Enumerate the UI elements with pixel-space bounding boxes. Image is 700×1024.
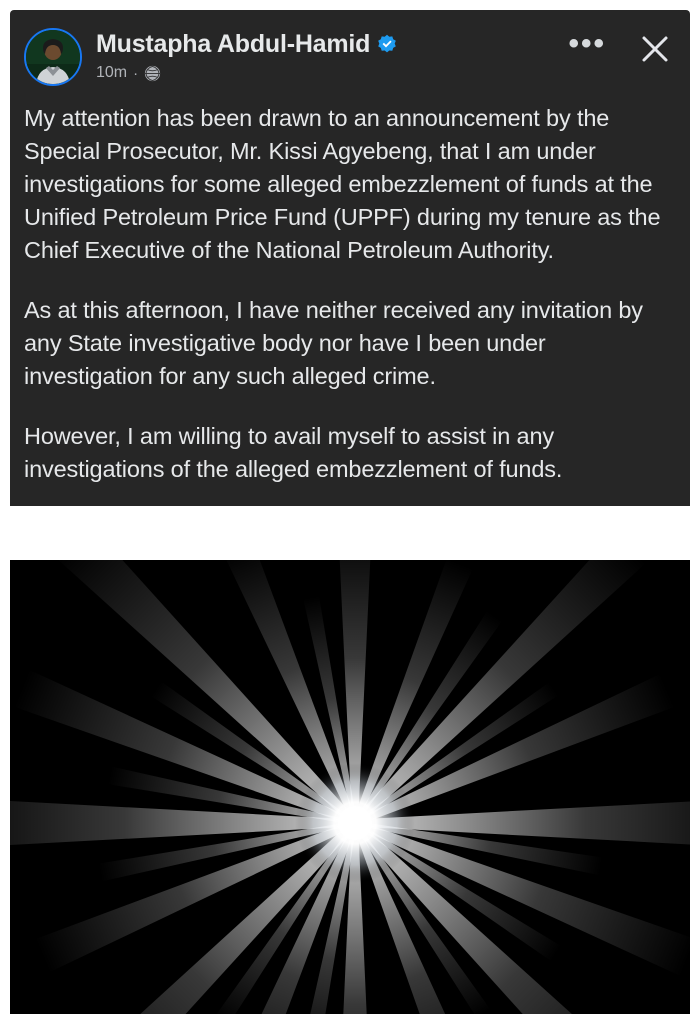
post-paragraph: My attention has been drawn to an announcement by the Special Prosecutor, Mr. Kissi Agyebeng, that I am under investigations for some alleged embezzlement of funds at the Unified Petroleum Price Fund (UPPF) during my tenure as the Chief Executive of the National Petroleum Authority.: [24, 105, 661, 263]
author-name-row: [96, 30, 397, 58]
post-header: [24, 28, 672, 90]
verified-badge-icon: [377, 34, 397, 54]
post-attached-image[interactable]: [10, 560, 690, 1014]
close-icon[interactable]: [640, 34, 670, 64]
globe-icon[interactable]: [144, 65, 161, 82]
post-meta: [96, 64, 397, 82]
post-body: [24, 102, 672, 486]
author-block: [96, 28, 397, 82]
post-paragraph: As at this afternoon, I have neither received any invitation by any State investigative body nor have I been under investigation for any such alleged crime.: [24, 297, 643, 389]
author-name[interactable]: Mustapha Abdul-Hamid: [96, 30, 371, 58]
avatar-photo: [26, 30, 80, 84]
light-burst-graphic: [10, 560, 690, 1014]
meta-separator: ·: [133, 64, 139, 82]
post-timestamp[interactable]: 10m: [96, 64, 128, 81]
more-options-button[interactable]: •••: [568, 27, 606, 60]
header-actions: [568, 27, 670, 64]
social-post-card: [10, 10, 690, 506]
avatar[interactable]: [24, 28, 82, 86]
post-paragraph: However, I am willing to avail myself to assist in any investigations of the alleged embezzlement of funds.: [24, 423, 563, 482]
